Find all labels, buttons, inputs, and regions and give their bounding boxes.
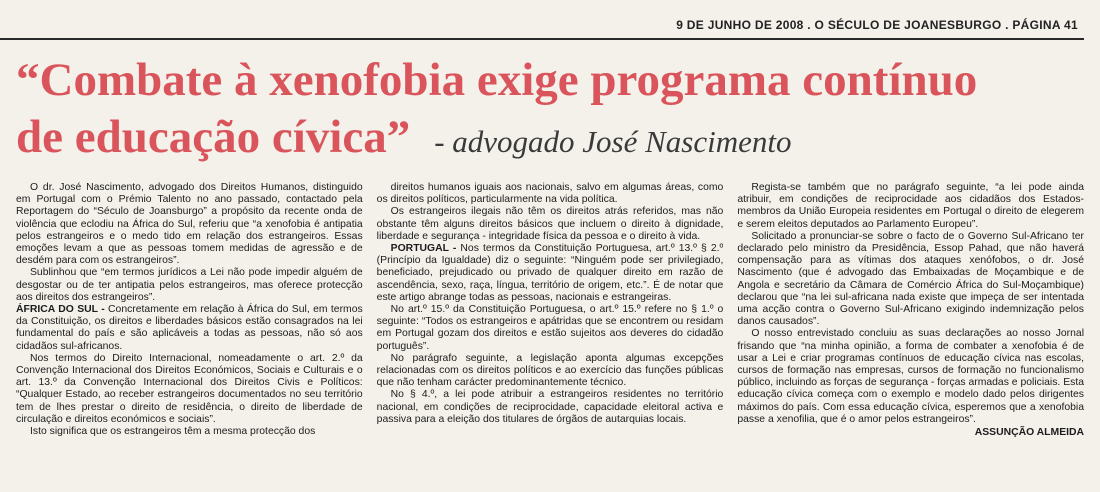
paragraph-text: Nos termos da Constituição Portuguesa, art.º 13.º § 2.º (Princípio da Igualdade) diz o seguinte: “Ninguém pode ser privilegiado, beneficiado, prejudicado ou privado de qualquer direito em razão de ascendência, sexo, raça, língua, território de origem, etc.”. É de notar que este artigo abrange todas as pessoas, nacionais e estrangeiras. — [376, 243, 724, 303]
running-head: 9 DE JUNHO DE 2008 . O SÉCULO DE JOANESBURGO . PÁGINA 41 — [676, 18, 1078, 32]
paragraph: O dr. José Nascimento, advogado dos Direitos Humanos, distinguido em Portugal com o Prémio Talento no ano passado, contactado pela Reportagem do “Século de Joansburgo” a propósito da recente onda de violência que eclodiu na África do Sul, referiu que “a xenofobia é antipatia pelos estrangeiros e o medo tido em relação dos estrangeiros. Essas emoções levam a que as pessoas tomem medidas de agressão e de desdém para com os estrangeiros”. — [16, 182, 363, 267]
article-body — [16, 182, 1084, 488]
paragraph — [16, 304, 363, 353]
paragraph: Nos termos do Direito Internacional, nomeadamente o art. 2.º da Convenção Internacional dos Direitos Económicos, Sociais e Culturais e o art. 13.º da Convenção Internacional dos Direitos Civis e Políticos: “Qualquer Estado, ao receber estrangeiros documentados no seu território tem de lhes prestar o direito de residência, o direito de liberdade de circulação e direitos económicos e sociais”. — [16, 352, 363, 425]
column-1 — [16, 182, 363, 488]
paragraph: Sublinhou que “em termos jurídicos a Lei não pode impedir alguém de desgostar ou de ter antipatia pelos estrangeiros, mas oferece protecção aos direitos dos estrangeiros”. — [16, 267, 363, 303]
author-signature: ASSUNÇÃO ALMEIDA — [974, 427, 1085, 439]
header-rule — [0, 38, 1084, 40]
paragraph — [377, 243, 724, 304]
paragraph: direitos humanos iguais aos nacionais, salvo em algumas áreas, como os direitos políticos, particularmente na vida política. — [376, 182, 724, 206]
headline-line-2-wrap — [16, 109, 1086, 170]
paragraph: O nosso entrevistado concluiu as suas declarações ao nosso Jornal frisando que “na minha opinião, a forma de combater a xenofobia é de usar a Lei e criar programas contínuos de educação cívica nas escolas, cursos de formação nas empresas, cursos de formação no funcionalismo público, incluindo as forças de segurança - forças armadas e policiais. Esta educação cívica começa com o exemplo e modelo dado pelos dirigentes máximos do país. Com essa educação cívica, esperemos que a xenofobia passe a xenofilia, que é o amor pelos estrangeiros”. — [737, 328, 1085, 425]
paragraph: No art.º 15.º da Constituição Portuguesa, o art.º 15.º refere no § 1.º o seguinte: “Todos os estrangeiros e apátridas que se encontrem ou residam em Portugal gozam dos direitos e estão sujeitos aos deveres do cidadão português”. — [376, 304, 724, 352]
paragraph: Solicitado a pronunciar-se sobre o facto de o Governo Sul-Africano ter declarado pelo ministro da Presidência, Essop Pahad, que não haverá compensação para as vítimas dos ataques xenófobos, o dr. José Nascimento (que é advogado das Embaixadas de Moçambique e de Angola e secretário da Câmara de Comércio África do Sul-Moçambique) declarou que “na lei sul-africana nada existe que impeça de ser intentada uma acção contra o Governo Sul-Africano exigindo indemnização pelos danos causados”. — [737, 230, 1085, 328]
paragraph: No parágrafo seguinte, a legislação aponta algumas excepções relacionadas com os direitos políticos e ao exercício das funções públicas que não tenham carácter predominantemente técnico. — [376, 352, 724, 389]
paragraph-text: Concretamente em relação à África do Sul, em termos da Constituição, os direitos e liberdades básicos estão consagrados na lei fundamental do país e são aplicáveis a todas as pessoas, não só aos cidadãos sul-africanos. — [16, 304, 363, 352]
section-lead-africa: ÁFRICA DO SUL - — [16, 304, 109, 316]
headline — [16, 52, 1086, 170]
column-2 — [377, 182, 724, 488]
paragraph: No § 4.º, a lei pode atribuir a estrangeiros residentes no território nacional, em condições de reciprocidade, capacidade eleitoral activa e passiva para a eleição dos titulares de órgãos de autarquias locais. — [376, 389, 724, 425]
column-3 — [737, 182, 1084, 488]
headline-line-1: “Combate à xenofobia exige programa contínuo — [16, 54, 978, 106]
paragraph: Isto significa que os estrangeiros têm a mesma protecção dos — [30, 426, 316, 438]
paragraph: Os estrangeiros ilegais não têm os direitos atrás referidos, mas não obstante têm alguns direitos básicos que incluem o direito à dignidade, liberdade e segurança - integridade física da pessoa e o direito à vida. — [376, 206, 724, 242]
section-lead-portugal: PORTUGAL - — [390, 243, 461, 255]
byline: - advogado José Nascimento — [434, 124, 792, 159]
paragraph: Regista-se também que no parágrafo seguinte, “a lei pode ainda atribuir, em condições de reciprocidade aos cidadãos dos Estados-membros da União Europeia residentes em Portugal o direito de elegerem e serem eleitos deputados ao Parlamento Europeu”. — [737, 182, 1085, 230]
headline-line-2: de educação cívica” — [16, 111, 411, 163]
